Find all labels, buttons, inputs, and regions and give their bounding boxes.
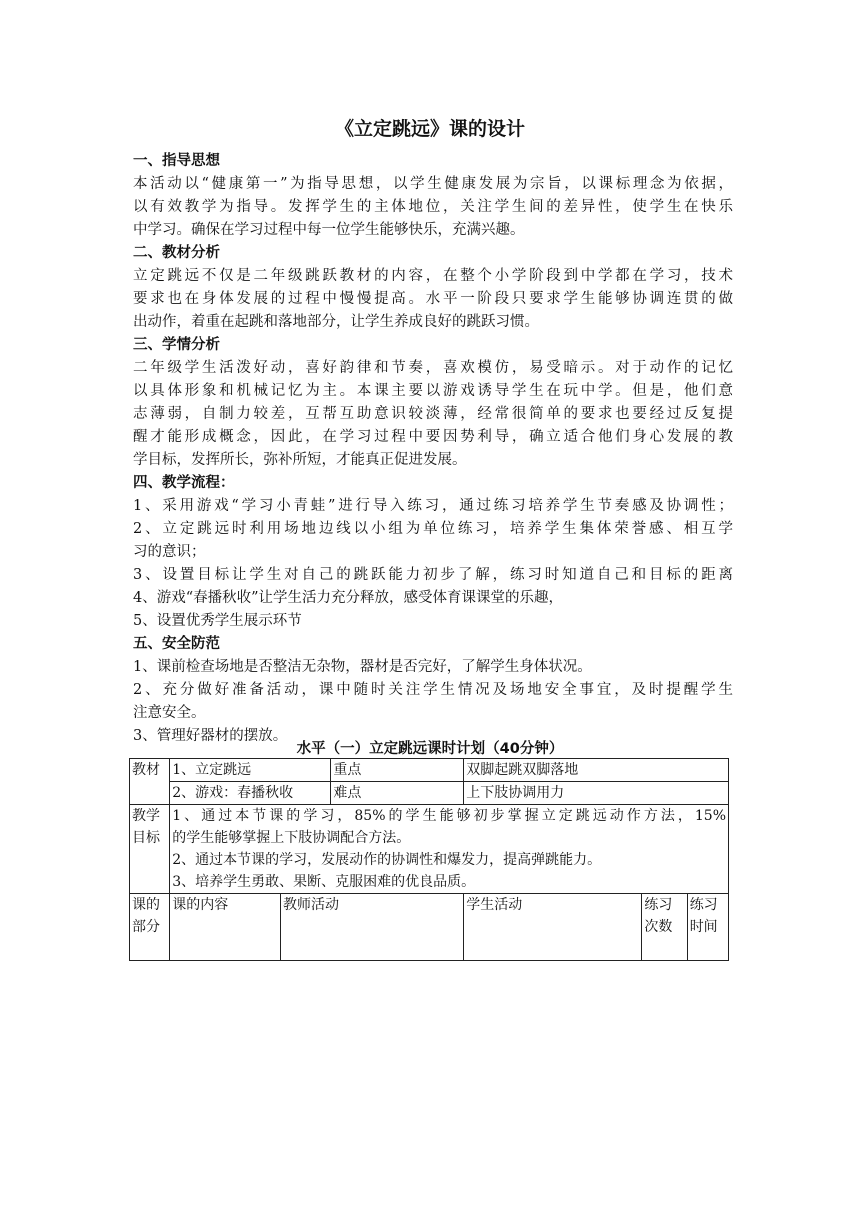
table-header-row <box>130 894 729 961</box>
column-header-duration: 练习时间 <box>687 894 728 961</box>
paragraph-line: 3、设置目标让学生对自己的跳跃能力初步了解，练习时知道自己和目标的距离 <box>133 567 733 583</box>
section-teaching-process <box>133 472 733 633</box>
paragraph-line: 学目标，发挥所长，弥补所短，才能真正促进发展。 <box>133 452 467 468</box>
paragraph-line: 2、立定跳远时利用场地边线以小组为单位练习，培养学生集体荣誉感、相互学 <box>133 521 733 537</box>
paragraph-line: 5、设置优秀学生展示环节 <box>133 613 302 629</box>
paragraph-line: 以有效教学为指导。发挥学生的主体地位，关注学生间的差异性，使学生在快乐 <box>133 199 733 215</box>
paragraph-line: 2、充分做好准备活动，课中随时关注学生情况及场地安全事宜，及时提醒学生 <box>133 682 733 698</box>
difficulty-value-cell: 上下肢协调用力 <box>464 782 729 805</box>
paragraph-line: 本活动以“健康第一”为指导思想，以学生健康发展为宗旨，以课标理念为依据， <box>133 176 733 192</box>
section-heading: 四、教学流程： <box>133 475 235 491</box>
paragraph-line: 以具体形象和机械记忆为主。本课主要以游戏诱导学生在玩中学。但是，他们意 <box>133 383 733 399</box>
column-header-content: 课的内容 <box>170 894 281 961</box>
goals-cell <box>170 805 729 894</box>
goals-label-cell: 教学目标 <box>130 805 170 894</box>
paragraph-line: 醒才能形成概念，因此，在学习过程中要因势利导，确立适合他们身心发展的教 <box>133 429 733 445</box>
section-safety <box>133 633 733 748</box>
goal-line: 2、通过本节课的学习，发展动作的协调性和爆发力，提高弹跳能力。 <box>172 852 602 868</box>
goal-line: 1、通过本节课的学习，85%的学生能够初步掌握立定跳远动作方法，15% <box>172 808 726 824</box>
document-title: 《立定跳远》课的设计 <box>334 118 525 140</box>
difficulty-label-cell: 难点 <box>331 782 464 805</box>
table-row <box>130 805 729 894</box>
paragraph-line: 中学习。确保在学习过程中每一位学生能够快乐，充满兴趣。 <box>133 222 525 238</box>
paragraph-line: 出动作，着重在起跳和落地部分，让学生养成良好的跳跃习惯。 <box>133 314 539 330</box>
lesson-plan-table <box>129 758 729 961</box>
paragraph-line: 4、游戏“春播秋收”让学生活力充分释放，感受体育课课堂的乐趣， <box>133 590 564 606</box>
goal-line: 的学生能够掌握上下肢协调配合方法。 <box>172 830 411 846</box>
section-guiding-idea <box>133 150 733 242</box>
paragraph-line: 注意安全。 <box>133 705 206 721</box>
material-label-cell: 教材 <box>130 759 170 805</box>
key-value-cell: 双脚起跳双脚落地 <box>464 759 729 782</box>
section-heading: 三、学情分析 <box>133 337 220 353</box>
goal-line: 3、培养学生勇敢、果断、克服困难的优良品质。 <box>172 874 476 890</box>
key-label-cell: 重点 <box>331 759 464 782</box>
section-student-analysis <box>133 334 733 472</box>
paragraph-line: 要求也在身体发展的过程中慢慢提高。水平一阶段只要求学生能够协调连贯的做 <box>133 291 733 307</box>
material-cell: 2、游戏：春播秋收 <box>170 782 331 805</box>
column-header-times: 练习次数 <box>642 894 687 961</box>
paragraph-line: 二年级学生活泼好动，喜好韵律和节奏，喜欢模仿，易受暗示。对于动作的记忆 <box>133 360 733 376</box>
material-cell: 1、立定跳远 <box>170 759 331 782</box>
paragraph-line: 立定跳远不仅是二年级跳跃教材的内容，在整个小学阶段到中学都在学习，技术 <box>133 268 733 284</box>
section-heading: 二、教材分析 <box>133 245 220 261</box>
paragraph-line: 习的意识； <box>133 544 206 560</box>
column-header-student: 学生活动 <box>464 894 642 961</box>
column-header-part: 课的部分 <box>130 894 170 961</box>
table-row <box>130 759 729 782</box>
table-row <box>130 782 729 805</box>
section-heading: 五、安全防范 <box>133 636 220 652</box>
document-body <box>133 150 733 748</box>
section-material-analysis <box>133 242 733 334</box>
lesson-plan-title: 水平（一）立定跳远课时计划（40分钟） <box>296 741 564 757</box>
section-heading: 一、指导思想 <box>133 153 220 169</box>
paragraph-line: 1、课前检查场地是否整洁无杂物，器材是否完好，了解学生身体状况。 <box>133 659 592 675</box>
paragraph-line: 1、采用游戏“学习小青蛙”进行导入练习，通过练习培养学生节奏感及协调性； <box>133 498 733 514</box>
paragraph-line: 志薄弱，自制力较差，互帮互助意识较淡薄，经常很简单的要求也要经过反复提 <box>133 406 733 422</box>
column-header-teacher: 教师活动 <box>281 894 464 961</box>
paragraph-line: 3、管理好器材的摆放。 <box>133 728 288 744</box>
